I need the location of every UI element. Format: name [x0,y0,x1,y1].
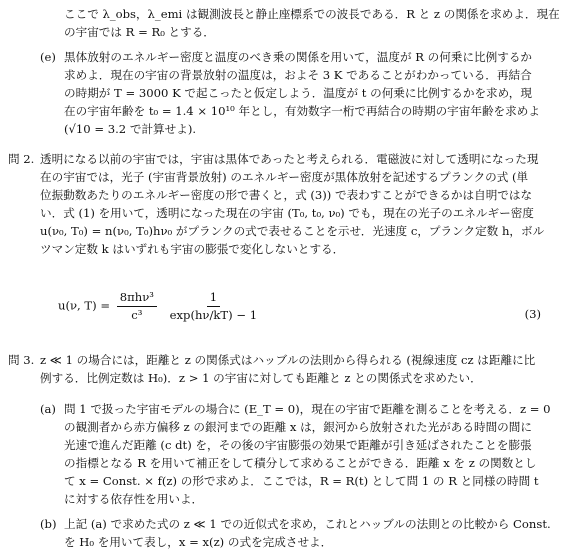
q3-part-b-line-1: 上記 (a) で求めた式の z ≪ 1 での近似式を求め，これとハッブルの法則との比較から Const. [64,517,551,531]
q3-label: 問 3. [8,353,35,367]
q3-part-b-label: (b) [40,517,57,531]
q3-line-1: z ≪ 1 の場合には，距離と z の関係式はハッブルの法則から得られる (視線速度 cz は距離に比 [40,353,536,367]
equation-denominator-1: c³ [131,308,143,322]
q3-part-a-label: (a) [40,402,56,416]
part-e-line-2: 求めよ．現在の宇宙の背景放射の温度は，およそ 3 K であることがわかっている．再結合 [64,68,532,82]
q2-label: 問 2. [8,152,35,166]
planck-equation [58,290,263,323]
q3-line-2: 例する．比例定数は H₀)．z > 1 の宇宙に対しても距離と z との関係式を求めたい． [40,371,482,385]
equation-numerator-1: 8πhν³ [117,290,157,307]
q3-part-b-line-2: を H₀ を用いて表し，x = x(z) の式を完成させよ． [64,535,333,549]
q2-line-4: い．式 (1) を用いて，透明になった現在の宇宙 (T₀, t₀, ν₀) でも，現在の光子のエネルギー密度 [40,206,534,220]
q3-part-a-line-2: の観測者から赤方偏移 z の銀河までの距離 x は，銀河から放射された光がある時間の間に [64,420,532,434]
q3-part-a-line-1: 問 1 で扱った宇宙モデルの場合に (E_T = 0)，現在の宇宙で距離を測ることを考える．z = 0 [64,402,551,416]
q3-part-a-line-6: に対する依存性を用いよ． [64,492,204,506]
equation-fraction-2 [167,290,261,323]
q3-part-a-line-3: 光速で進んだ距離 (c dt) を，その後の宇宙膨張の効果で距離が引き延ばされたことを膨張 [64,438,532,452]
equation-denominator-2: exp(hν/kT) − 1 [169,308,258,322]
q2-line-2: 在の宇宙では，光子 (宇宙背景放射) のエネルギー密度が黒体放射を記述するプランクの式 (単 [40,170,529,184]
part-e-line-4: 在の宇宙年齢を t₀ = 1.4 × 10¹⁰ 年とし，有効数字一桁で再結合の時期の宇宙年齢を求めよ [64,104,540,118]
equation-fraction-1 [117,290,157,323]
q2-line-6: ツマン定数 k はいずれも宇宙の膨張で変化しないとする． [40,242,345,256]
part-e-label: (e) [40,50,56,64]
part-d-line-1: ここで λ_obs，λ_emi は観測波長と静止座標系での波長である．R と z の関係を求めよ．現在 [64,7,560,21]
part-d-line-2: の宇宙では R = R₀ とする． [64,25,215,39]
part-e-line-1: 黒体放射のエネルギー密度と温度のべき乗の関係を用いて，温度が R の何乗に比例するか [64,50,533,64]
q2-line-3: 位振動数あたりのエネルギー密度の形で書くと，式 (3)) で表わすことができるかは自明ではな [40,188,533,202]
q2-line-1: 透明になる以前の宇宙では，宇宙は黒体であったと考えられる．電磁波に対して透明になった現 [40,152,539,166]
q3-part-a-line-4: の指標となる R を用いて補正をして積分して求めることができる．距離 x を z の関数とし [64,456,537,470]
equation-lhs: u(ν, T) = [58,298,111,313]
equation-number: (3) [524,307,541,321]
equation-numerator-2: 1 [207,290,220,307]
q3-part-a-line-5: て x = Const. × f(z) の形で求めよ．ここでは，R = R(t) として問 1 の R と同様の時間 t [64,474,539,488]
part-e-line-5: (√10 = 3.2 で計算せよ). [64,122,197,136]
q2-line-5: u(ν₀, T₀) = n(ν₀, T₀)hν₀ がプランクの式で表せることを示せ．光速度 c，プランク定数 h，ボル [40,224,545,238]
part-e-line-3: の時期が T = 3000 K で起こったと仮定しよう．温度が t の何乗に比例するかを求め，現 [64,86,532,100]
